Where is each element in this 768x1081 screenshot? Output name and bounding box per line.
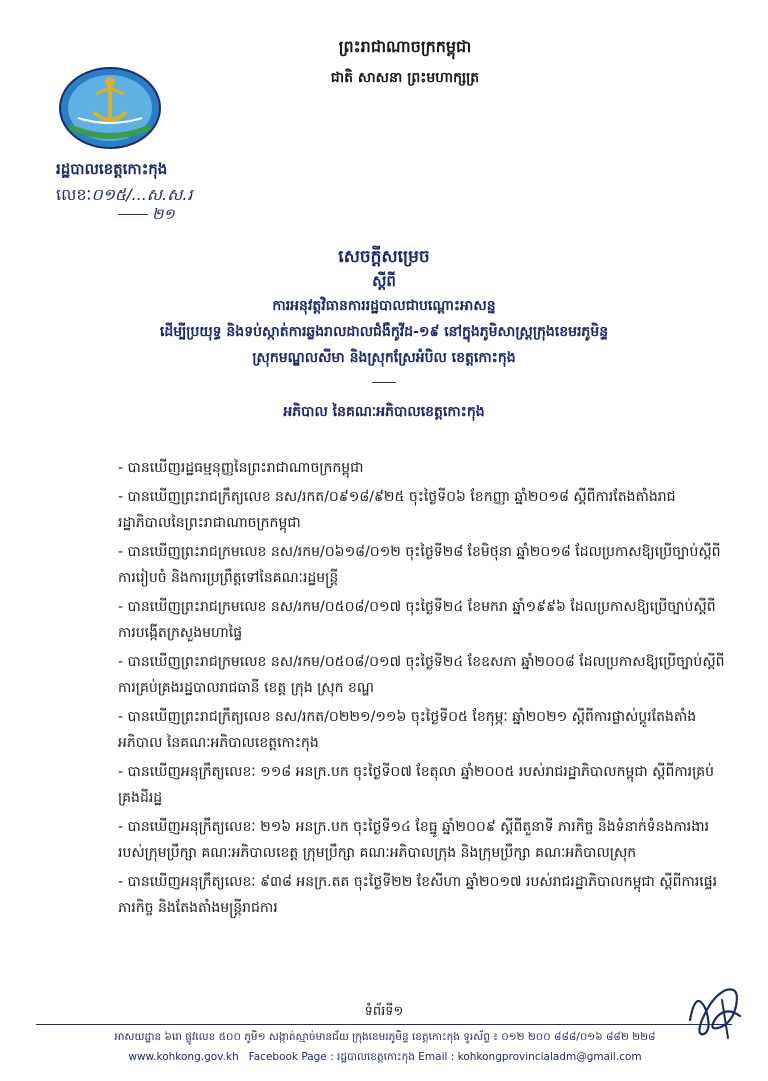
- list-item: - បានឃើញអនុក្រឹត្យលេខៈ ២១៦ អនក្រ.បក ចុះថ្ងៃទី១៤ ខែធ្នូ ឆ្នាំ២០០៩ ស្តីពីតួនាទី ភារកិច្ច និងទំនាក់ទំនងការងាររបស់ក្រុមប្រឹក្សា គណៈអភិបាលខេត្ត ក្រុមប្រឹក្សា គណៈអភិបាលក្រុង និងក្រុមប្រឹក្សា គណៈអភិបាលស្រុក: [118, 814, 728, 866]
- footer-address: អាសយដ្ឋាន ៦រោ ផ្លូវលេខ ៥០០ ភូមិ១ សង្កាត់ស្មាច់មានជ័យ ក្រុងខេមរភូមិន្ទ ខេត្តកោះកុង ទូរស័ព្ទ ៖ ០១២ ២០០ ៨៨៨/០១៦ ៨៨២ ២២៨: [114, 1031, 656, 1043]
- footer-divider: [36, 1024, 732, 1025]
- list-item: - បានឃើញព្រះរាជក្រមលេខ នស/រកម/០៥០៨/០១៧ ចុះថ្ងៃទី២៤ ខែឧសភា ឆ្នាំ២០០៨ ដែលប្រកាសឱ្យប្រើច្បាប់ស្តីពីការគ្រប់គ្រងរដ្ឋបាលរាជធានី ខេត្ត ក្រុង ស្រុក ខណ្ឌ: [118, 649, 728, 701]
- list-item: - បានឃើញព្រះរាជក្រមលេខ នស/រកម/០៥០៨/០១៧ ចុះថ្ងៃទី២៤ ខែមករា ឆ្នាំ១៩៩៦ ដែលប្រកាសឱ្យប្រើច្បាប់ស្តីពីការបង្កើតក្រសួងមហាផ្ទៃ: [118, 594, 728, 646]
- reference-value: ០១៥/...ស.ស.រ: [91, 185, 193, 204]
- list-item: - បានឃើញអនុក្រឹត្យលេខៈ ៩៣៨ អនក្រ.តត ចុះថ្ងៃទី២២ ខែសីហា ឆ្នាំ២០១៧ របស់រាជរដ្ឋាភិបាលកម្ពុជា ស្តីពីការផ្ទេរភារកិច្ច និងតែងតាំងមន្ត្រីរាជការ: [118, 869, 728, 921]
- list-item: - បានឃើញរដ្ឋធម្មនុញ្ញនៃព្រះរាជាណាចក្រកម្ពុជា: [118, 455, 728, 481]
- footer-email-value: kohkongprovincialadm@gmail.com: [457, 1051, 642, 1063]
- list-item: - បានឃើញព្រះរាជក្រឹត្យលេខ នស/រកត/០៩១៨/៩២៥ ចុះថ្ងៃទី០៦ ខែកញ្ញា ឆ្នាំ២០១៨ ស្តីពីការតែងតាំងរាជរដ្ឋាភិបាលនៃព្រះរាជាណាចក្រកម្ពុជា: [118, 484, 728, 536]
- provincial-emblem-icon: [56, 64, 164, 152]
- kingdom-heading: ព្រះរាជាណាចក្រកម្ពុជា: [338, 37, 472, 56]
- list-item: - បានឃើញអនុក្រឹត្យលេខៈ ១១៨ អនក្រ.បក ចុះថ្ងៃទី០៧ ខែតុលា ឆ្នាំ២០០៥ របស់រាជរដ្ឋាភិបាលកម្ពុជា ស្តីពីការគ្រប់គ្រងដីរដ្ឋ: [118, 759, 728, 811]
- footer-contacts: [40, 1051, 730, 1066]
- title-subject-line-1: ការអនុវត្តវិធានការរដ្ឋបាលជាបណ្តោះអាសន្ន: [272, 298, 496, 314]
- footer-facebook-label: Facebook Page :: [248, 1051, 334, 1063]
- reference-year: ២១: [118, 205, 175, 227]
- reference-label: លេខៈ: [56, 185, 92, 204]
- authority-heading: អភិបាល នៃគណៈអភិបាលខេត្តកោះកុង: [283, 404, 485, 420]
- legal-references-list: [118, 455, 728, 924]
- footer-facebook-value: រដ្ឋបាលខេត្តកោះកុង: [336, 1051, 415, 1063]
- document-title: សេចក្តីសម្រេច: [338, 247, 430, 267]
- footer-website: www.kohkong.gov.kh: [128, 1051, 239, 1063]
- title-subject-line-2: ដើម្បីប្រយុទ្ធ និងទប់ស្កាត់ការឆ្លងរាលដាលជំងឺកូវីដ-១៩ នៅក្នុងភូមិសាស្ត្រក្រុងខេមរភូមិន្ទ: [159, 324, 609, 340]
- title-subject-line-3: ស្រុកមណ្ឌលសីមា និងស្រុកស្រែអំបិល ខេត្តកោះកុង: [252, 350, 516, 366]
- title-on: ស្តីពី: [372, 272, 396, 290]
- list-item: - បានឃើញព្រះរាជក្រមលេខ នស/រកម/០៦១៨/០១២ ចុះថ្ងៃទី២៨ ខែមិថុនា ឆ្នាំ២០១៨ ដែលប្រកាសឱ្យប្រើច្បាប់ស្តីពីការរៀបចំ និងការប្រព្រឹត្តទៅនៃគណៈរដ្ឋមន្ត្រី: [118, 539, 728, 591]
- national-motto: ជាតិ សាសនា ព្រះមហាក្សត្រ: [330, 70, 480, 86]
- page-number: ទំព័រទី១: [364, 1004, 404, 1019]
- issuing-authority: រដ្ឋបាលខេត្តកោះកុង: [56, 160, 168, 178]
- list-item: - បានឃើញព្រះរាជក្រឹត្យលេខ នស/រកត/០២២១/១១៦ ចុះថ្ងៃទី០៥ ខែកុម្ភៈ ឆ្នាំ២០២១ ស្តីពីការផ្លាស់ប្តូរតែងតាំងអភិបាល នៃគណៈអភិបាលខេត្តកោះកុង: [118, 704, 728, 756]
- footer-email-label: Email :: [418, 1051, 455, 1063]
- title-divider: [372, 382, 396, 383]
